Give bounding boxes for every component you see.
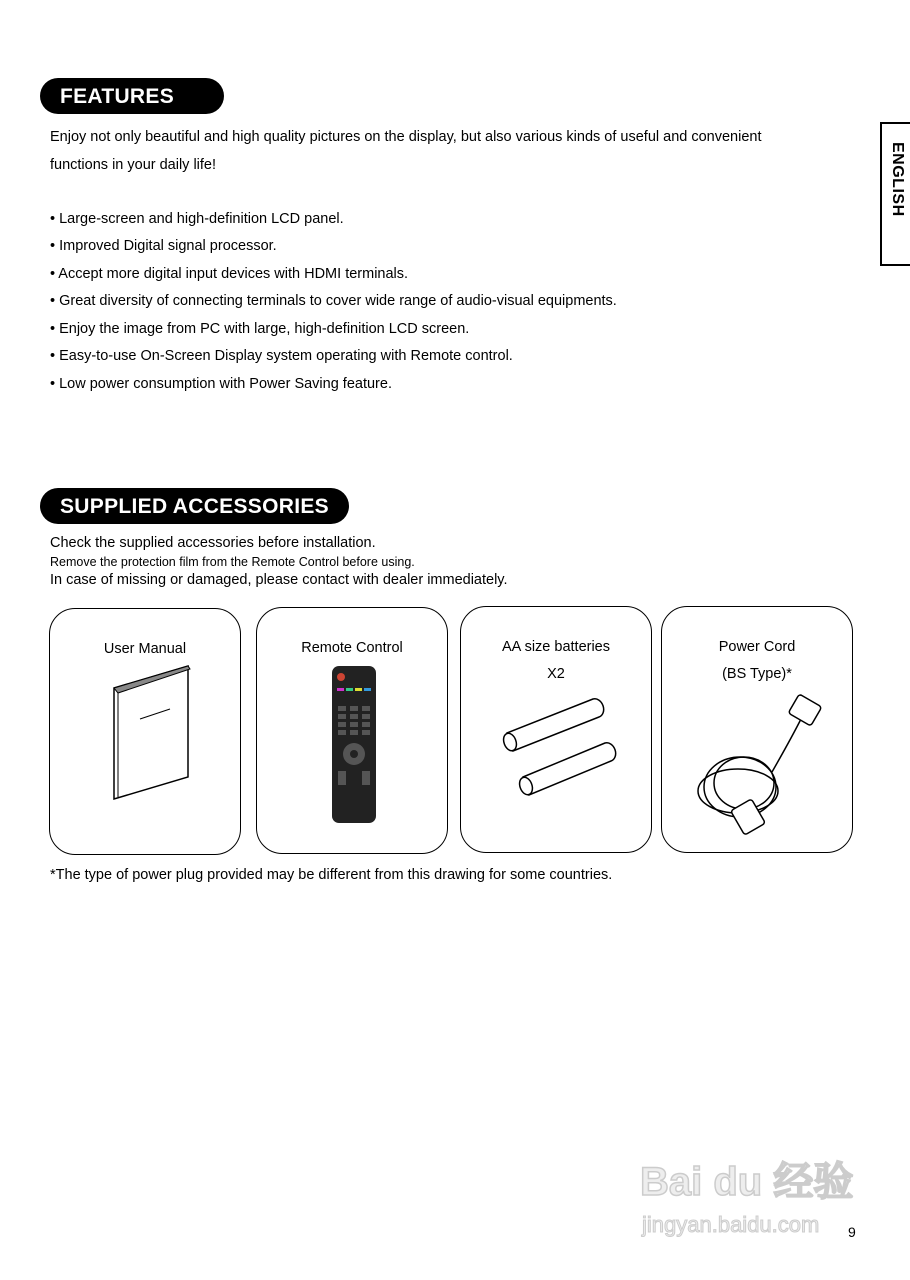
accessory-label: AA size batteries (502, 639, 610, 655)
accessories-note: Check the supplied accessories before installation. (50, 535, 376, 551)
accessory-remote-control (256, 607, 448, 854)
accessory-batteries (460, 606, 652, 853)
language-label: ENGLISH (889, 142, 906, 217)
accessory-user-manual (49, 608, 241, 855)
power-plug-footnote: *The type of power plug provided may be different from this drawing for some countries. (50, 867, 613, 883)
language-tab (880, 122, 910, 266)
accessories-note: In case of missing or damaged, please contact with dealer immediately. (50, 572, 508, 588)
features-intro-line1: Enjoy not only beautiful and high quality pictures on the display, but also various kinds of useful and convenient (50, 129, 762, 145)
feature-bullet: • Accept more digital input devices with HDMI terminals. (50, 266, 409, 282)
accessory-plug-type: (BS Type)* (722, 666, 792, 682)
accessories-note: Remove the protection film from the Remote Control before using. (50, 555, 415, 569)
feature-bullet: • Low power consumption with Power Saving feature. (50, 376, 392, 392)
feature-bullet: • Improved Digital signal processor. (50, 238, 277, 254)
manual-book-icon (50, 609, 242, 856)
feature-bullet: • Large-screen and high-definition LCD panel. (50, 211, 344, 227)
accessory-label: Power Cord (718, 639, 796, 655)
features-intro-line2: functions in your daily life! (50, 157, 217, 173)
feature-bullet: • Easy-to-use On-Screen Display system operating with Remote control. (50, 348, 513, 364)
feature-bullet: • Great diversity of connecting terminals to cover wide range of audio-visual equipments. (50, 293, 617, 309)
power-cord-icon (662, 607, 854, 854)
accessory-quantity: X2 (547, 666, 565, 682)
remote-control-icon (257, 608, 449, 855)
features-heading: FEATURES (40, 78, 224, 114)
feature-bullet: • Enjoy the image from PC with large, high-definition LCD screen. (50, 321, 470, 337)
baidu-watermark-url: jingyan.baidu.com (642, 1212, 820, 1237)
page-number: 9 (848, 1224, 856, 1240)
baidu-watermark-logo: Bai du 经验 (640, 1160, 854, 1204)
batteries-icon (461, 607, 653, 854)
accessory-power-cord (661, 606, 853, 853)
accessories-heading: SUPPLIED ACCESSORIES (40, 488, 349, 524)
accessory-label: User Manual (103, 641, 187, 657)
accessory-label: Remote Control (301, 640, 403, 656)
